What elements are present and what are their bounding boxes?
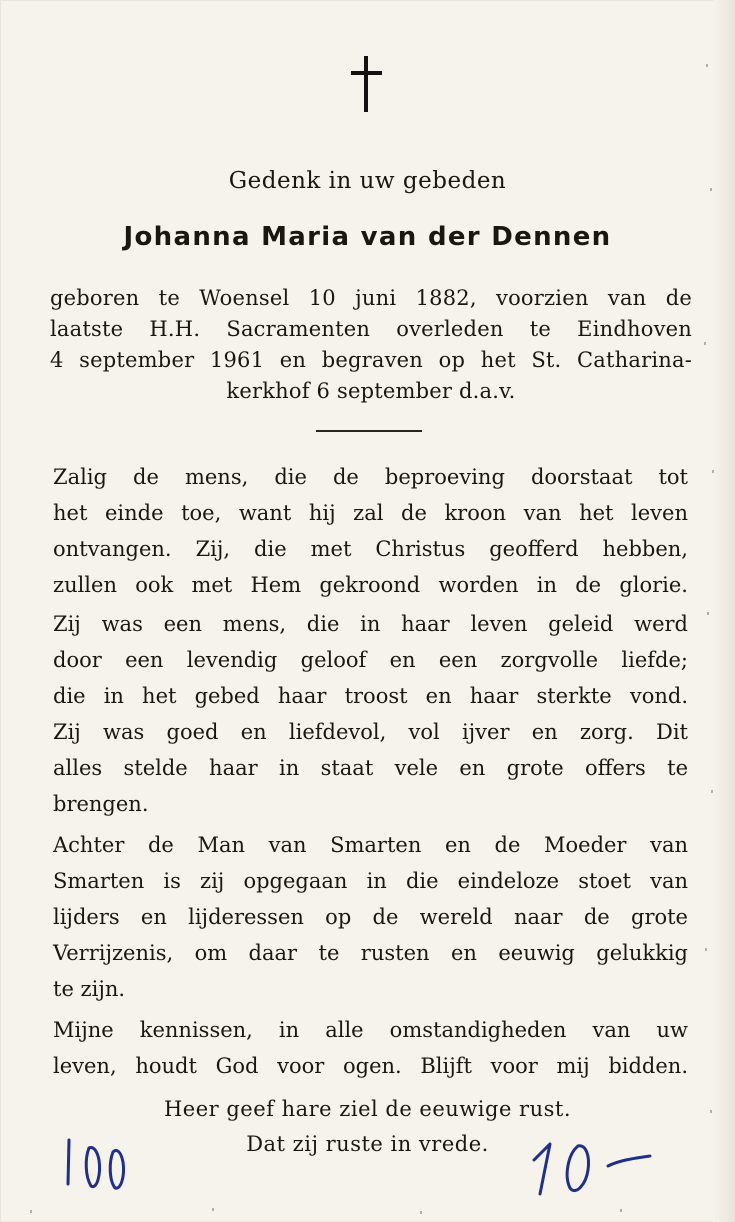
divider-rule	[316, 430, 422, 432]
paragraph-line: alles stelde haar in staat vele en grote offers te	[53, 756, 688, 780]
paragraph-line: Smarten is zij opgegaan in die eindeloze stoet van	[53, 869, 688, 893]
paragraph-2	[53, 606, 688, 822]
paragraph-line: Verrijzenis, om daar te rusten en eeuwig gelukkig	[53, 941, 688, 965]
paragraph-line: het einde toe, want hij zal de kroon van het leven	[53, 501, 688, 525]
paragraph-line: lijders en lijderessen op de wereld naar de grote	[53, 905, 688, 929]
closing-blessing: Dat zij ruste in vrede.	[246, 1132, 489, 1156]
bio-line: laatste H.H. Sacramenten overleden te Eindhoven	[50, 317, 692, 341]
handwritten-number-left	[55, 1128, 145, 1198]
bio-line: geboren te Woensel 10 juni 1882, voorzien van de	[50, 286, 692, 310]
paragraph-1	[53, 459, 688, 603]
paragraph-3	[53, 827, 688, 1007]
paragraph-line: Mijne kennissen, in alle omstandigheden van uw	[53, 1018, 688, 1042]
paragraph-line: zullen ook met Hem gekroond worden in de glorie.	[53, 573, 688, 597]
closing-prayer: Heer geef hare ziel de eeuwige rust.	[163, 1097, 572, 1121]
bio-line: 4 september 1961 en begraven op het St. Catharina-	[50, 348, 692, 372]
paragraph-line: door een levendig geloof en een zorgvolle liefde;	[53, 648, 688, 672]
bio-line: kerkhof 6 september d.a.v.	[226, 379, 516, 403]
paragraph-line: Zij was goed en liefdevol, vol ijver en zorg. Dit	[53, 720, 688, 744]
paragraph-line: die in het gebed haar troost en haar sterkte vond.	[53, 684, 688, 708]
intro-line: Gedenk in uw gebeden	[228, 168, 507, 194]
handwritten-number-right	[528, 1132, 658, 1202]
deceased-name: Johanna Maria van der Dennen	[123, 222, 612, 252]
bio-block	[50, 283, 692, 407]
paragraph-line: brengen.	[53, 792, 149, 816]
paragraph-line: leven, houdt God voor ogen. Blijft voor mij bidden.	[53, 1054, 688, 1078]
paragraph-line: ontvangen. Zij, die met Christus geofferd hebben,	[53, 537, 688, 561]
paragraph-line: Achter de Man van Smarten en de Moeder van	[53, 833, 688, 857]
paragraph-line: Zalig de mens, die de beproeving doorstaat tot	[53, 465, 688, 489]
paragraph-line: te zijn.	[53, 977, 126, 1001]
paragraph-line: Zij was een mens, die in haar leven geleid werd	[53, 612, 688, 636]
paragraph-4	[53, 1012, 688, 1084]
